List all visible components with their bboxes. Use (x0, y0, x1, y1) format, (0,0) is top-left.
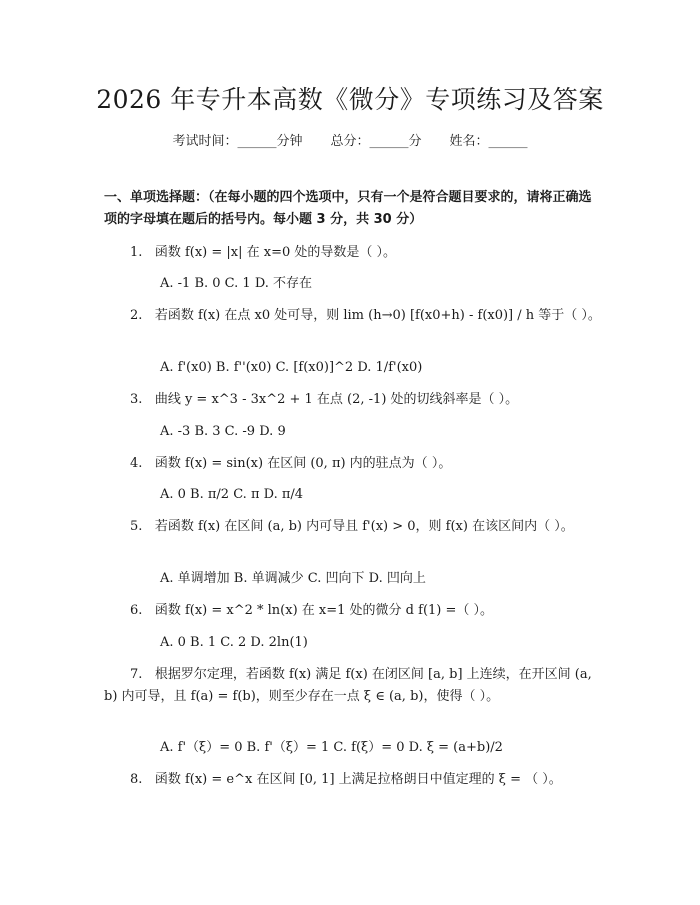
question-number: 7. (130, 667, 143, 682)
question-8 (104, 769, 604, 791)
question-text: 若函数 f(x) 在区间 (a, b) 内可导且 f'(x) > 0，则 f(x) 在该区间内（ ）。 (154, 519, 574, 534)
question-1-options: A. -1 B. 0 C. 1 D. 不存在 (160, 276, 313, 291)
total-score-field: 总分：______分 (330, 134, 422, 149)
exam-meta (0, 130, 700, 149)
question-7-options: A. f'（ξ）= 0 B. f'（ξ）= 1 C. f(ξ）= 0 D. ξ = (a+b)/2 (160, 740, 503, 755)
question-number: 5. (130, 519, 143, 534)
question-5-options: A. 单调增加 B. 单调减少 C. 凹向下 D. 凹向上 (160, 571, 426, 586)
question-number: 8. (130, 772, 143, 787)
question-2 (104, 305, 604, 327)
question-number: 4. (130, 456, 143, 471)
question-text: 函数 f(x) = sin(x) 在区间 (0, π) 内的驻点为（ ）。 (154, 456, 452, 471)
question-number: 6. (130, 603, 143, 618)
question-number: 1. (130, 245, 143, 260)
question-1 (104, 242, 604, 264)
question-text: 函数 f(x) = e^x 在区间 [0, 1] 上满足拉格朗日中值定理的 ξ = （ ）。 (154, 772, 562, 787)
question-text: 若函数 f(x) 在点 x0 处可导，则 lim (h→0) [f(x0+h) - f(x0)] / h 等于（ ）。 (154, 308, 601, 323)
question-text: 根据罗尔定理，若函数 f(x) 满足 f(x) 在闭区间 [a, b] 上连续，在开区间 (a, b) 内可导，且 f(a) = f(b)，则至少存在一点 ξ ∈ (a, b)，使得（ ）。 (104, 667, 592, 704)
exam-time-field: 考试时间：______分钟 (172, 134, 303, 149)
question-text: 函数 f(x) = |x| 在 x=0 处的导数是（ ）。 (154, 245, 397, 260)
question-3-options: A. -3 B. 3 C. -9 D. 9 (160, 424, 286, 439)
question-number: 3. (130, 392, 143, 407)
question-text: 曲线 y = x^3 - 3x^2 + 1 在点 (2, -1) 处的切线斜率是（ ）。 (154, 392, 519, 407)
question-4 (104, 453, 604, 475)
question-6-options: A. 0 B. 1 C. 2 D. 2ln(1) (160, 635, 308, 650)
question-3 (104, 389, 604, 411)
question-5 (104, 516, 604, 538)
question-6 (104, 600, 604, 622)
question-number: 2. (130, 308, 143, 323)
question-2-options: A. f'(x0) B. f''(x0) C. [f(x0)]^2 D. 1/f'(x0) (160, 360, 423, 375)
page-title: 2026 年专升本高数《微分》专项练习及答案 (96, 85, 604, 114)
question-7 (104, 664, 604, 708)
section-heading: 一、单项选择题：（在每小题的四个选项中，只有一个是符合题目要求的，请将正确选项的字母填在题后的括号内。每小题 3 分，共 30 分） (104, 190, 592, 227)
question-text: 函数 f(x) = x^2 * ln(x) 在 x=1 处的微分 d f(1) =（ ）。 (154, 603, 494, 618)
student-name-field: 姓名：______ (449, 134, 528, 149)
question-4-options: A. 0 B. π/2 C. π D. π/4 (160, 487, 304, 502)
